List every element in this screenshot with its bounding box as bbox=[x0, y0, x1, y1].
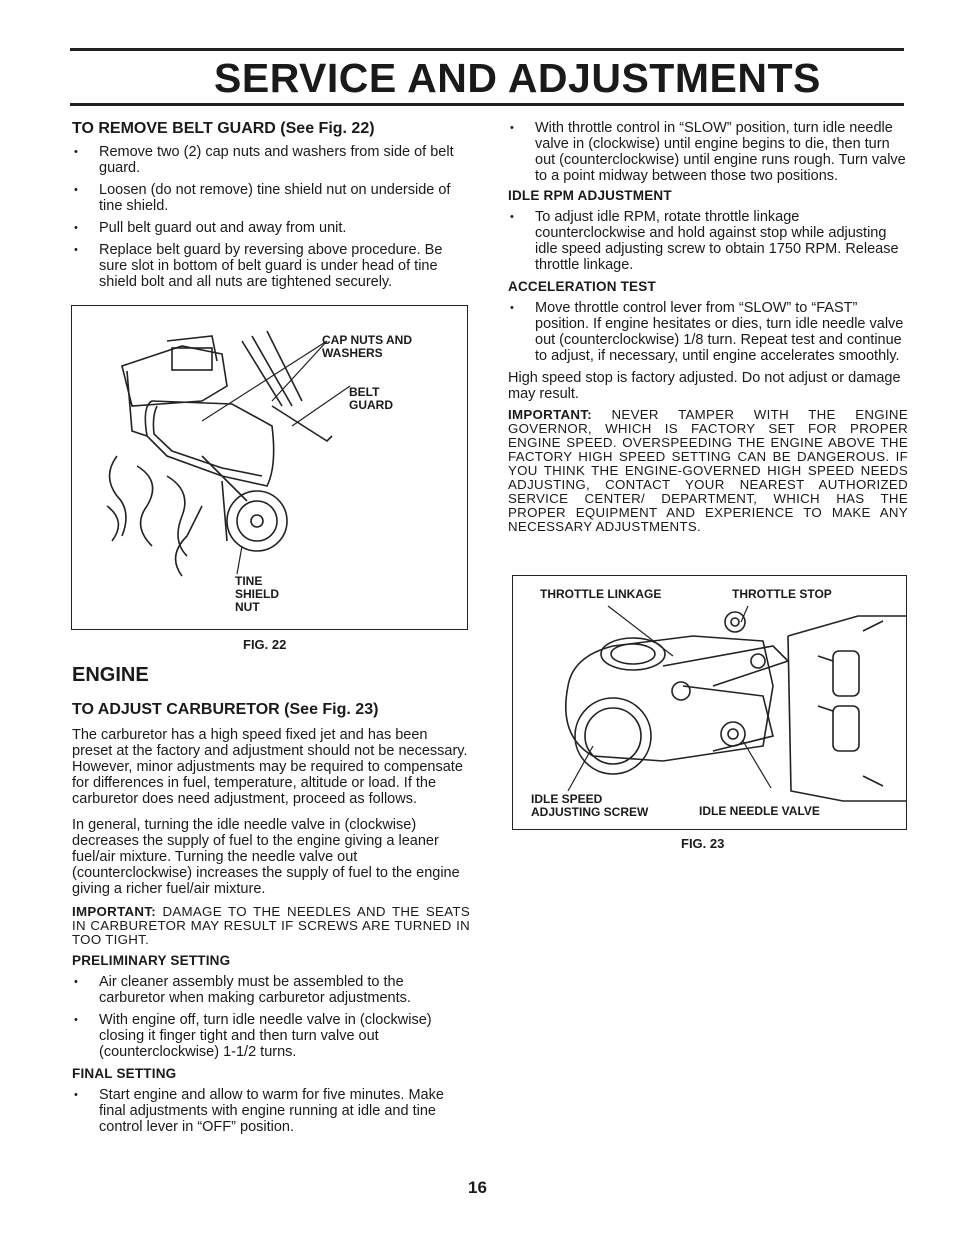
list-item: • Loosen (do not remove) tine shield nut on underside of tine shield. bbox=[72, 182, 468, 214]
throttle-linkage-label: THROTTLE LINKAGE bbox=[540, 587, 662, 601]
carburetor-para-1: The carburetor has a high speed fixed jet and has been preset at the factory and adjustment should not be necessary. However, minor adjustments may be required to compensate for differences in fuel, temperature, altitude or load. If the carburetor does need adjustment, proceed as follows. bbox=[72, 727, 468, 807]
throttle-stop-label: THROTTLE STOP bbox=[732, 587, 832, 601]
list-item: • With engine off, turn idle needle valve in (clockwise) closing it finger tight and then turn valve out (counterclockwise) 1-1/2 turns. bbox=[72, 1012, 470, 1060]
list-item: • To adjust idle RPM, rotate throttle linkage counterclockwise and hold against stop while adjusting idle speed adjusting screw to obtain 1750 RPM. Release throttle linkage. bbox=[508, 209, 908, 273]
idle-rpm-heading: IDLE RPM ADJUSTMENT bbox=[508, 188, 672, 203]
fig23-caption: FIG. 23 bbox=[681, 836, 725, 851]
carburetor-heading: TO ADJUST CARBURETOR (See Fig. 23) bbox=[72, 701, 379, 718]
idle-needle-valve-label: IDLE NEEDLE VALVE bbox=[699, 804, 820, 818]
fig23-frame bbox=[512, 575, 907, 830]
engine-section bbox=[72, 664, 470, 1135]
acceleration-heading: ACCELERATION TEST bbox=[508, 279, 656, 294]
important-label: IMPORTANT: bbox=[72, 904, 157, 919]
title-underline bbox=[70, 103, 904, 106]
acceleration-list bbox=[508, 300, 908, 364]
important-label: IMPORTANT: bbox=[508, 407, 593, 422]
fig22-frame bbox=[71, 305, 468, 630]
idle-rpm-list bbox=[508, 209, 908, 273]
list-item: • With throttle control in “SLOW” position, turn idle needle valve in (clockwise) until engine begins to die, then turn out (counterclockwise) until engine runs rough. Turn valve to a point midway between those two positions. bbox=[508, 120, 908, 184]
top-rule bbox=[70, 48, 904, 51]
belt-guard-section bbox=[72, 120, 468, 290]
final-heading: FINAL SETTING bbox=[72, 1066, 177, 1081]
high-speed-note: High speed stop is factory adjusted. Do not adjust or damage may result. bbox=[508, 370, 901, 402]
preliminary-list bbox=[72, 974, 470, 1060]
list-item: • Remove two (2) cap nuts and washers from side of belt guard. bbox=[72, 144, 468, 176]
page-title: SERVICE AND ADJUSTMENTS bbox=[214, 55, 821, 101]
carburetor-para-2: In general, turning the idle needle valve in (clockwise) decreases the supply of fuel to the engine giving a leaner fuel/air mixture. Turning the needle valve out (counterclockwise) increases the supply of fuel to the engine giving a richer fuel/air mixture. bbox=[72, 817, 460, 897]
right-column bbox=[508, 120, 908, 534]
engine-section-title: ENGINE bbox=[72, 664, 149, 686]
list-item: • Pull belt guard out and away from unit. bbox=[72, 220, 468, 236]
preliminary-heading: PRELIMINARY SETTING bbox=[72, 953, 231, 968]
belt-guard-list bbox=[72, 144, 468, 290]
fig22-caption: FIG. 22 bbox=[243, 637, 287, 652]
important-text: DAMAGE TO THE NEEDLES AND THE SEATS IN CARBURETOR MAY RESULT IF SCREWS ARE TURNED IN TOO TIGHT. bbox=[72, 904, 470, 947]
cap-nuts-label: CAP NUTS AND WASHERS bbox=[322, 333, 413, 360]
belt-guard-heading: TO REMOVE BELT GUARD (See Fig. 22) bbox=[72, 120, 375, 137]
belt-guard-label: BELT GUARD bbox=[349, 385, 393, 412]
idle-speed-screw-label: IDLE SPEED ADJUSTING SCREW bbox=[531, 792, 649, 819]
governor-important bbox=[508, 408, 908, 534]
idle-needle-list bbox=[508, 120, 908, 184]
carburetor-important bbox=[72, 905, 470, 947]
list-item: • Air cleaner assembly must be assembled to the carburetor when making carburetor adjustments. bbox=[72, 974, 470, 1006]
final-list bbox=[72, 1087, 470, 1135]
important-text: NEVER TAMPER WITH THE ENGINE GOVERNOR, WHICH IS FACTORY SET FOR PROPER ENGINE SPEED. OVERSPEEDING THE ENGINE ABOVE THE FACTORY HIGH SPEED SETTING CAN BE DANGEROUS. IF YOU THINK THE ENGINE-GOVERNED HIGH SPEED NEEDS ADJUSTING, CONTACT YOUR NEAREST AUTHORIZED SERVICE CENTER/ DEPARTMENT, WHICH HAS THE PROPER EQUIPMENT AND EXPERIENCE TO MAKE ANY NECESSARY ADJUSTMENTS. bbox=[508, 407, 908, 534]
list-item: • Start engine and allow to warm for five minutes. Make final adjustments with engine running at idle and tine control lever in “OFF” position. bbox=[72, 1087, 470, 1135]
page-number: 16 bbox=[468, 1178, 487, 1197]
list-item: • Move throttle control lever from “SLOW” to “FAST” position. If engine hesitates or dies, turn idle needle valve out (counterclockwise) 1/8 turn. Repeat test and continue to adjust, if necessary, until engine accelerates smoothly. bbox=[508, 300, 908, 364]
list-item: • Replace belt guard by reversing above procedure. Be sure slot in bottom of belt guard is under head of tine shield bolt and all nuts are tightened securely. bbox=[72, 242, 468, 290]
tine-shield-label: TINE SHIELD NUT bbox=[235, 574, 280, 614]
